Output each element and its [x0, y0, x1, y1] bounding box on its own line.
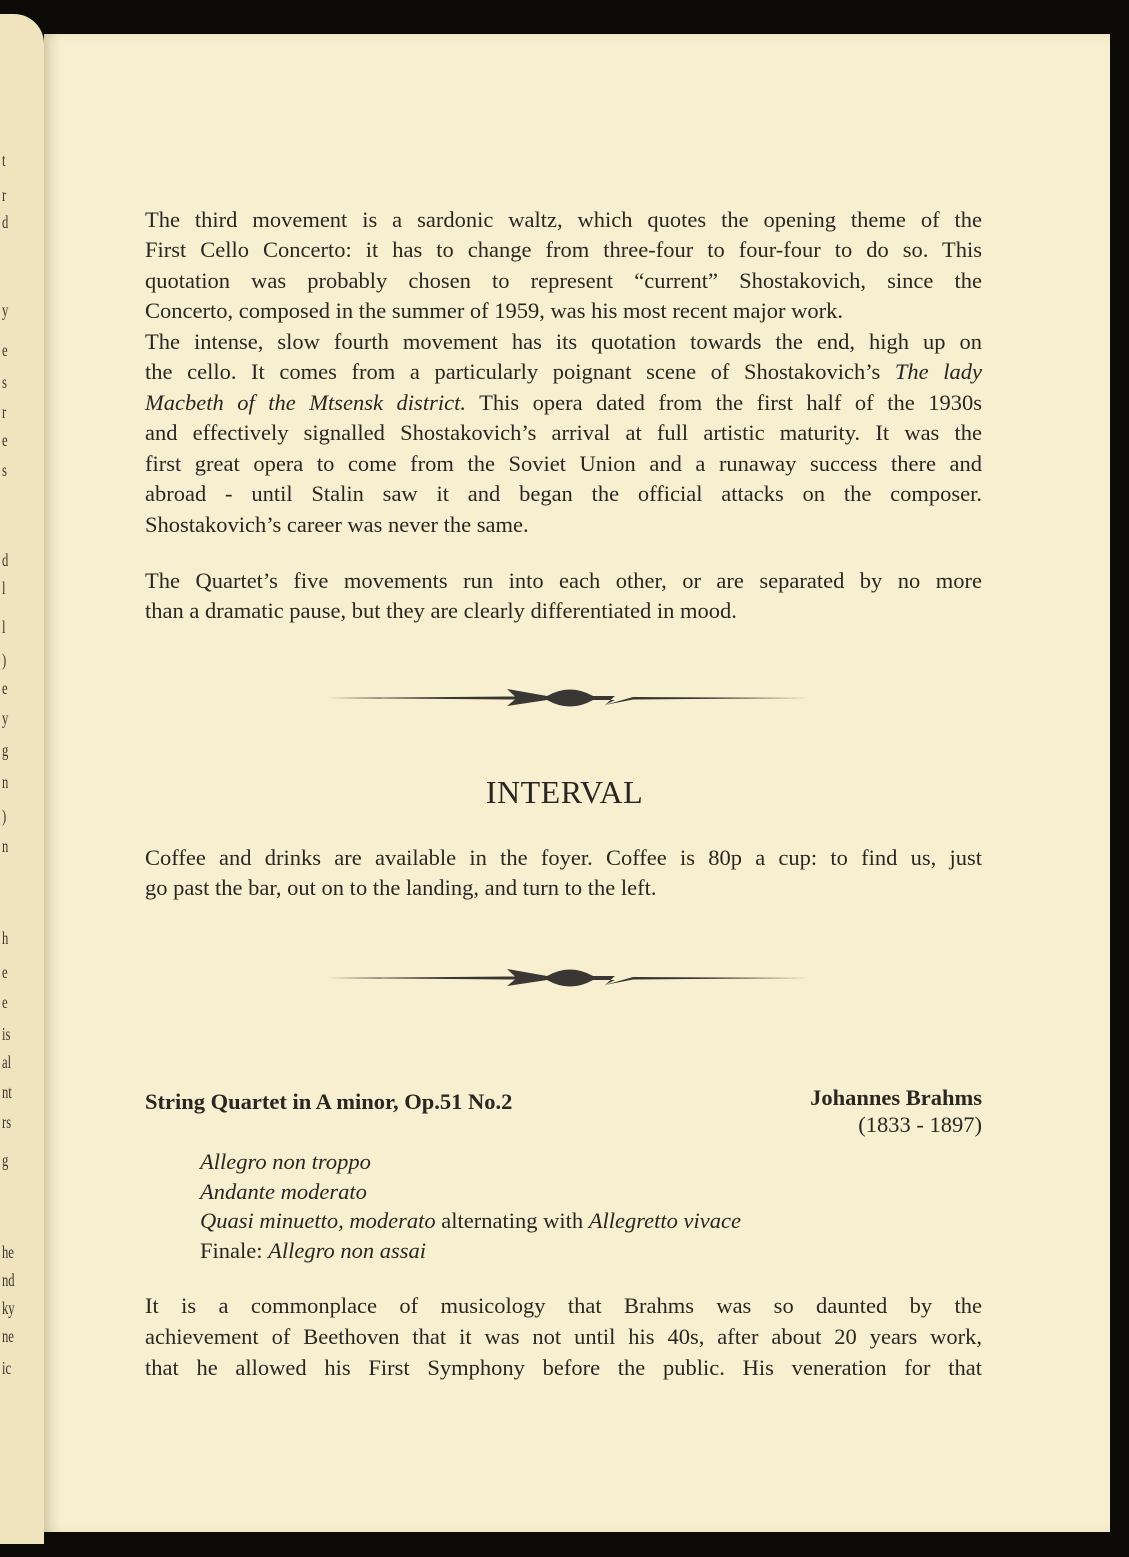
text-segment: quotation was probably chosen to represent “current” Shostakovich, since the — [145, 268, 982, 293]
adjacent-page-letter: he — [2, 1242, 14, 1262]
adjacent-page-letter: t — [2, 150, 6, 170]
adjacent-page-letter: ) — [2, 806, 7, 826]
adjacent-page-letter: s — [2, 460, 7, 480]
movement-item — [200, 1147, 1037, 1177]
paragraph-line — [145, 1322, 982, 1352]
italic-text: Andante moderato — [200, 1179, 367, 1204]
paragraph-line — [145, 479, 982, 509]
paragraph-line — [145, 449, 982, 479]
adjacent-page-letter: n — [2, 836, 9, 856]
adjacent-page-letter: ) — [2, 650, 7, 670]
text-segment: Finale: — [200, 1238, 269, 1263]
adjacent-page-letter: r — [2, 402, 7, 422]
adjacent-page-letter: s — [2, 372, 7, 392]
adjacent-page-letter: e — [2, 992, 8, 1012]
work-title: String Quartet in A minor, Op.51 No.2 — [145, 1089, 513, 1114]
movement-item — [200, 1236, 1037, 1266]
text-segment: abroad - until Stalin saw it and began the official attacks on the composer. — [145, 481, 982, 506]
text-segment: The Quartet’s five movements run into each other, or are separated by no more — [145, 568, 982, 593]
adjacent-page-letter: rs — [2, 1112, 12, 1132]
adjacent-page-letter: e — [2, 962, 8, 982]
adjacent-page-letter: y — [2, 300, 9, 320]
text-segment: It is a commonplace of musicology that Brahms was so daunted by the — [145, 1293, 982, 1318]
paragraph-line — [145, 357, 982, 387]
adjacent-page-letter: r — [2, 185, 7, 205]
text-segment: alternating with — [435, 1208, 589, 1233]
paragraph-line — [145, 510, 982, 540]
text-segment: Coffee and drinks are available in the foyer. Coffee is 80p a cup: to find us, just — [145, 845, 982, 870]
text-segment: Shostakovich’s career was never the same. — [145, 512, 529, 537]
italic-text: Allegro non troppo — [200, 1149, 371, 1174]
adjacent-page-letter: e — [2, 430, 8, 450]
italic-text: Quasi minuetto, moderato — [200, 1208, 436, 1233]
adjacent-page-letter: e — [2, 340, 8, 360]
adjacent-page-letter: e — [2, 678, 8, 698]
ornament-divider — [325, 964, 815, 992]
movement-item — [200, 1177, 1037, 1207]
text-segment: the cello. It comes from a particularly poignant scene of Shostakovich’s — [145, 359, 895, 384]
text-segment: The third movement is a sardonic waltz, which quotes the opening theme of the — [145, 207, 982, 232]
paragraph-line — [145, 296, 982, 326]
italic-text: Allegretto vivace — [588, 1208, 741, 1233]
paragraph-line — [145, 388, 982, 418]
interval-info-line — [145, 843, 982, 873]
text-segment: achievement of Beethoven that it was not until his 40s, after about 20 years work, — [145, 1324, 982, 1349]
adjacent-page-letter: nd — [2, 1270, 15, 1290]
composer-dates: (1833 - 1897) — [858, 1112, 982, 1137]
adjacent-page-letter: is — [2, 1024, 11, 1044]
text-segment: First Cello Concerto: it has to change from three-four to four-four to do so. This — [145, 237, 982, 262]
adjacent-page-letter: d — [2, 212, 9, 232]
text-segment: that he allowed his First Symphony before the public. His veneration for that — [145, 1355, 982, 1380]
text-segment: and effectively signalled Shostakovich’s arrival at full artistic maturity. It was the — [145, 420, 982, 445]
adjacent-page-letter: nt — [2, 1082, 12, 1102]
adjacent-page-letter: n — [2, 772, 9, 792]
text-segment: The intense, slow fourth movement has its quotation towards the end, high up on — [145, 329, 982, 354]
movement-item — [200, 1206, 1037, 1236]
adjacent-page-letter: y — [2, 708, 9, 728]
adjacent-page-letter: ic — [2, 1358, 12, 1378]
adjacent-page-letter: g — [2, 740, 9, 760]
text-segment: first great opera to come from the Soviet Union and a runaway success there and — [145, 451, 982, 476]
adjacent-page-letter: h — [2, 928, 9, 948]
paragraph-line — [145, 1353, 982, 1383]
adjacent-page-letter: d — [2, 550, 9, 570]
adjacent-page-letter: l — [2, 578, 6, 598]
adjacent-page-letter: l — [2, 617, 6, 637]
paragraph-line — [145, 327, 982, 357]
paragraph-line — [145, 566, 982, 596]
adjacent-page-letter: g — [2, 1150, 9, 1170]
paragraph-line — [145, 235, 982, 265]
text-segment: than a dramatic pause, but they are clearly differentiated in mood. — [145, 598, 737, 623]
paragraph-line — [145, 1291, 982, 1321]
ornament-divider — [325, 684, 815, 712]
paragraph-line — [145, 418, 982, 448]
italic-text: Macbeth of the Mtsensk district. — [145, 390, 466, 415]
paragraph-line — [145, 596, 982, 626]
adjacent-page-letter: ky — [2, 1298, 15, 1318]
adjacent-page-letter: ne — [2, 1326, 14, 1346]
paragraph-line — [145, 205, 982, 235]
text-segment: go past the bar, out on to the landing, and turn to the left. — [145, 875, 657, 900]
interval-info-line — [145, 873, 982, 903]
paragraph-line — [145, 266, 982, 296]
adjacent-page-letter: al — [2, 1052, 12, 1072]
composer-name: Johannes Brahms — [810, 1085, 982, 1110]
text-segment: Concerto, composed in the summer of 1959, was his most recent major work. — [145, 298, 843, 323]
interval-heading: INTERVAL — [485, 774, 644, 810]
italic-text: The lady — [894, 359, 982, 384]
text-segment: This opera dated from the first half of the 1930s — [465, 390, 982, 415]
italic-text: Allegro non assai — [268, 1238, 427, 1263]
